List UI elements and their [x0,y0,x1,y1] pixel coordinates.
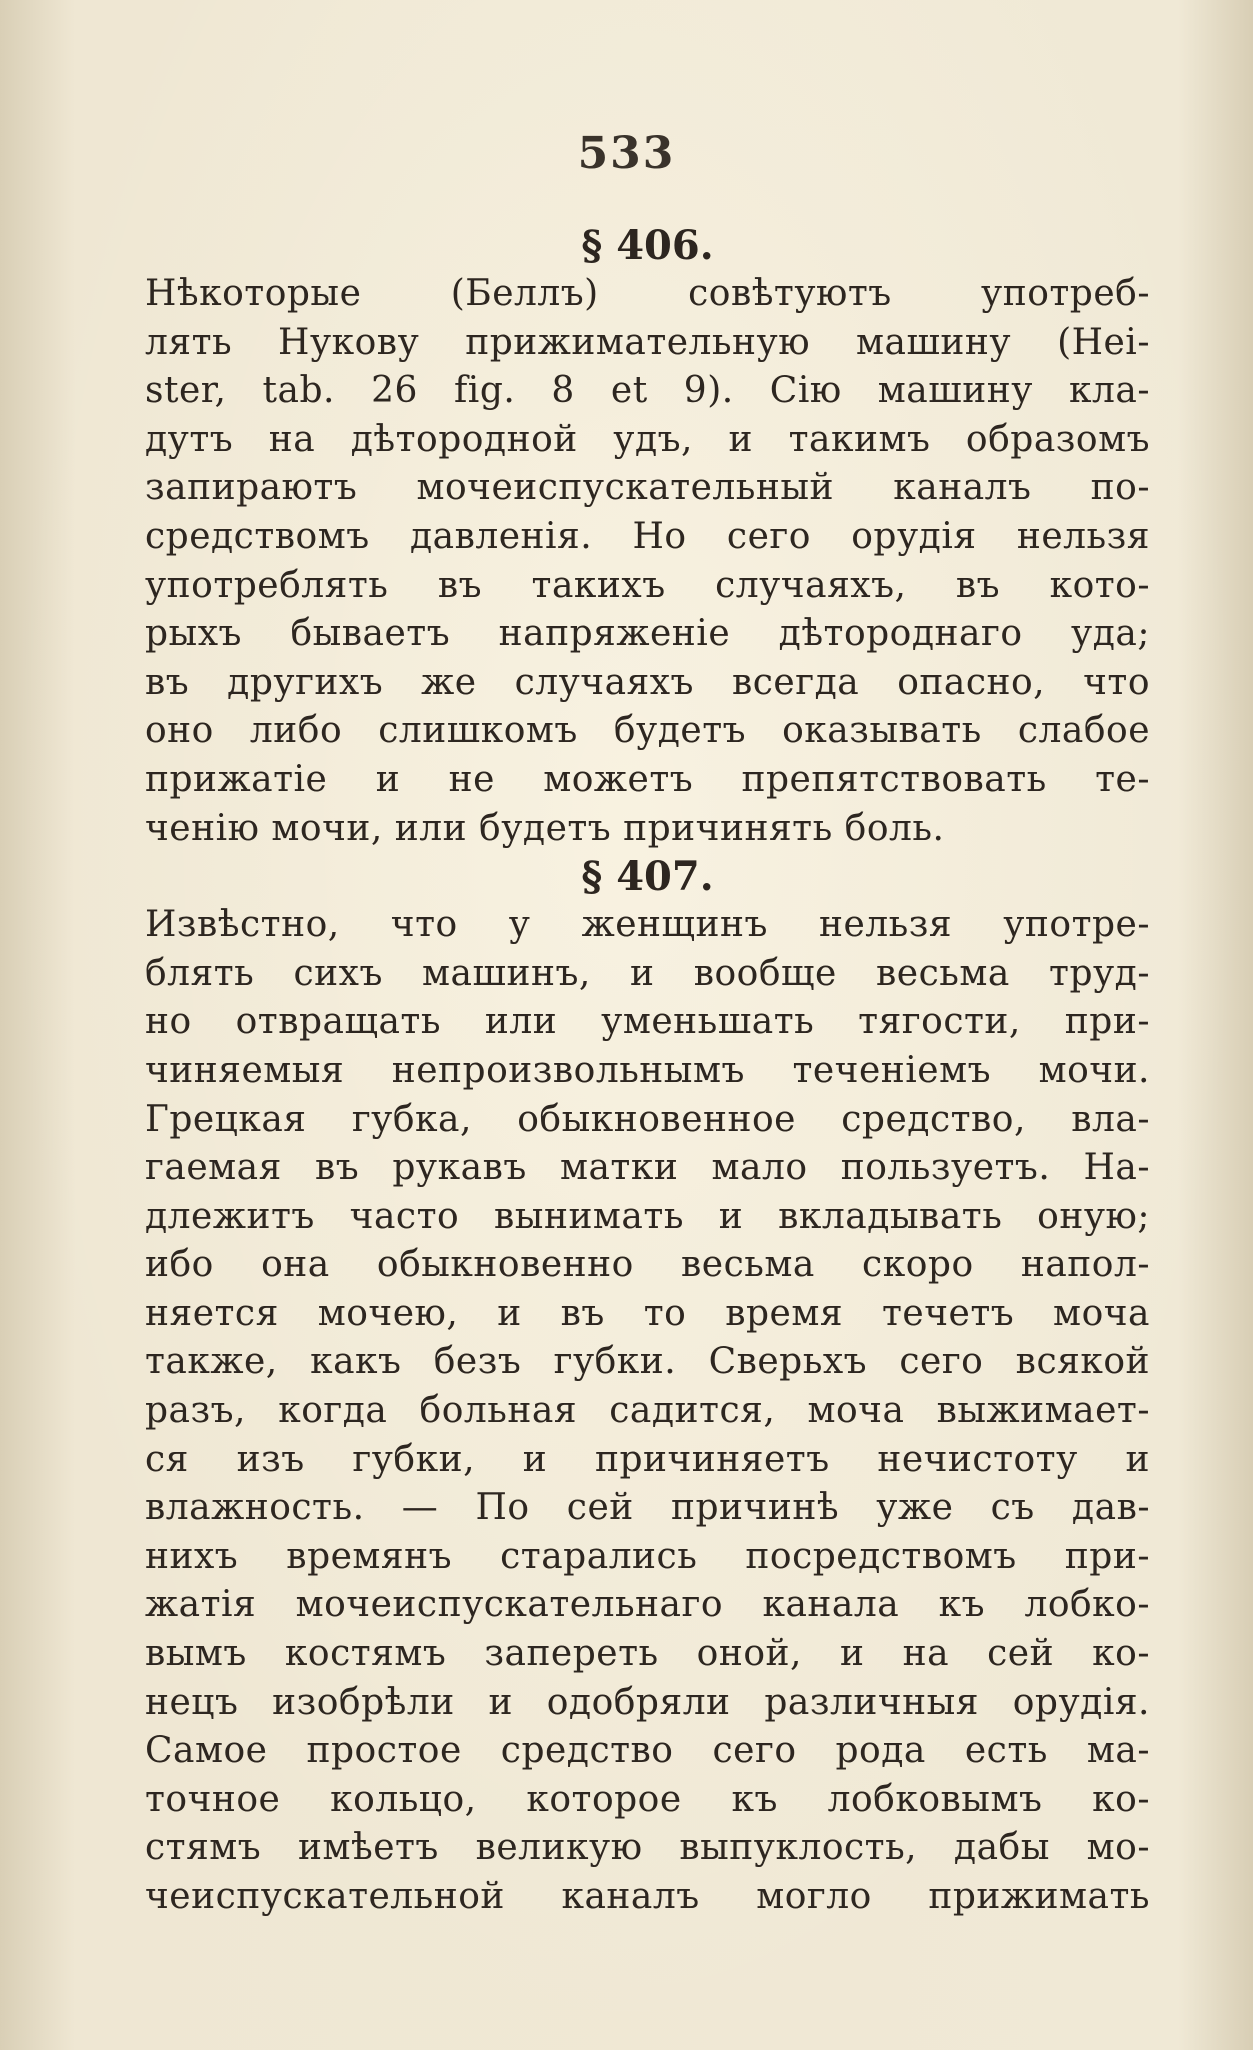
text-line: Нѣкоторые (Беллъ) совѣтуютъ употреб- [145,273,1150,314]
text-line: оно либо слишкомъ будетъ оказывать слабое [145,710,1150,752]
text-line: стямъ имѣетъ великую выпуклость, дабы мо- [145,1827,1150,1869]
text-line: нихъ времянъ старались посредствомъ при- [145,1535,1150,1577]
text-line: нецъ изобрѣли и одобряли различныя орудія. [145,1681,1150,1723]
section-heading: § 407. [581,853,714,901]
section-407 [145,853,1150,1921]
text-line: ченію мочи, или будетъ причинять боль. [145,807,945,849]
text-line: ся изъ губки, и причиняетъ нечистоту и [145,1438,1150,1480]
section-heading: § 406. [581,222,714,269]
text-line: вымъ костямъ запереть оной, и на сей ко- [145,1633,1150,1675]
page-number: 533 [577,128,676,179]
text-line: точное кольцо, которое къ лобковымъ ко- [145,1778,1150,1820]
text-line: въ другихъ же случаяхъ всегда опасно, что [145,661,1150,703]
text-line: ибо она обыкновенно весьма скоро напол- [145,1244,1150,1286]
text-line: гаемая въ рукавъ матки мало пользуетъ. На- [145,1147,1150,1189]
text-line: длежитъ часто вынимать и вкладывать оную; [145,1195,1150,1237]
text-line: влажность. — По сей причинѣ уже съ дав- [145,1487,1150,1529]
text-line: рыхъ бываетъ напряженіе дѣтороднаго уда; [145,613,1150,655]
text-line: Извѣстно, что у женщинъ нельзя употре- [145,904,1150,946]
text-line: Грецкая губка, обыкновенное средство, вла- [145,1098,1150,1140]
text-line: средствомъ давленія. Но сего орудія нельзя [145,515,1150,557]
text-line: няется мочею, и въ то время течетъ моча [145,1292,1150,1334]
text-line: чеиспускательной каналъ могло прижимать [145,1876,1150,1917]
page-body [145,222,1150,1922]
text-line: употреблять въ такихъ случаяхъ, въ кото- [145,564,1150,606]
text-line: прижатіе и не можетъ препятствовать те- [145,758,1150,800]
text-line: дутъ на дѣтородной удъ, и такимъ образомъ [145,418,1150,460]
text-line: чиняемыя непроизвольнымъ теченіемъ мочи. [145,1049,1150,1091]
text-line: Самое простое средство сего рода есть ма- [145,1730,1150,1772]
text-line: также, какъ безъ губки. Сверьхъ сего всякой [145,1341,1150,1383]
text-line: ster, tab. 26 fig. 8 et 9). Сію машину кла- [145,370,1150,412]
text-line: но отвращать или уменьшать тягости, при- [145,1001,1150,1043]
text-line: лять Нукову прижимательную машину (Hei- [145,321,1150,363]
text-line: разъ, когда больная садится, моча выжимает- [145,1390,1150,1432]
section-406 [145,222,1150,853]
text-line: жатія мочеиспускательнаго канала къ лобко- [145,1584,1150,1626]
text-line: блять сихъ машинъ, и вообще весьма труд- [145,952,1150,994]
text-line: запираютъ мочеиспускательный каналъ по- [145,467,1150,509]
